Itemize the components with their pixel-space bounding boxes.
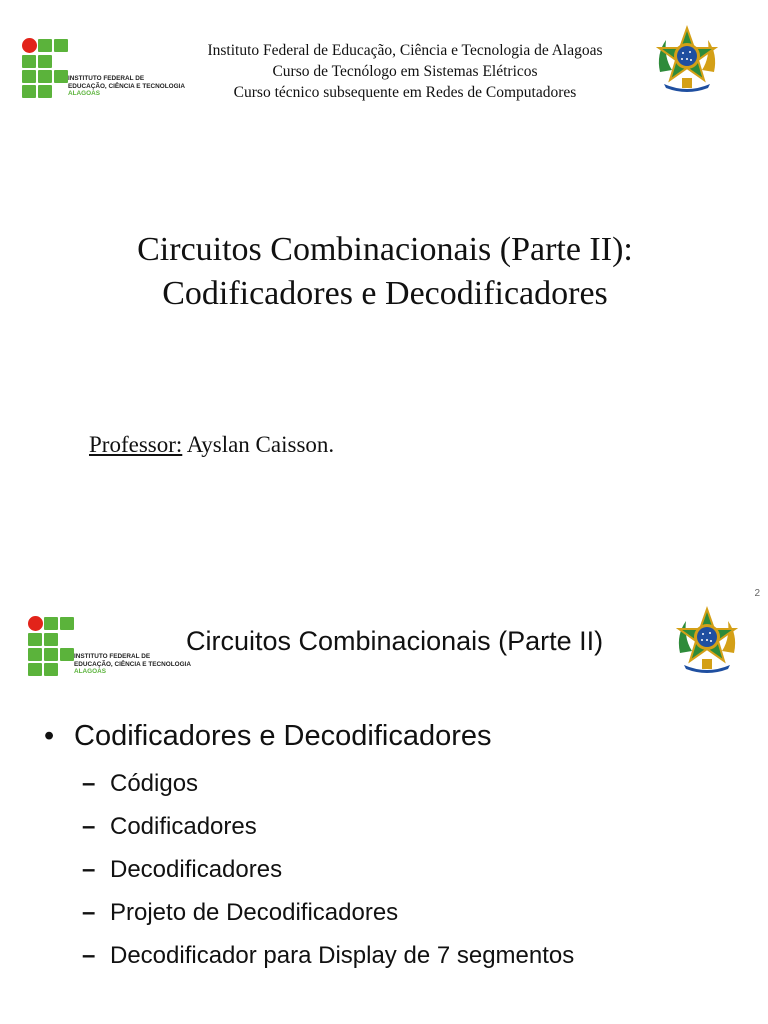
sub-item-projeto: [82, 891, 574, 934]
professor-label: Professor:: [89, 432, 183, 457]
professor-name: Ayslan Caisson.: [182, 432, 335, 457]
bullet-item: [44, 716, 574, 977]
sub-item-text: Projeto de Decodificadores: [110, 899, 399, 926]
sub-item-text: Códigos: [110, 770, 199, 797]
dash-mark: –: [82, 942, 96, 969]
page-number: 2: [754, 588, 760, 599]
logo-line-3: ALAGOAS: [74, 668, 106, 675]
sub-item-decodificadores: [82, 848, 574, 891]
sub-bullet-list: [82, 762, 574, 977]
logo-line-2: EDUCAÇÃO, CIÊNCIA E TECNOLOGIA: [74, 660, 191, 668]
header-line-institute: Instituto Federal de Educação, Ciência e Tecnologia de Alagoas: [207, 42, 603, 59]
brazil-coat-of-arms-icon: [652, 24, 722, 94]
logo-line-1: INSTITUTO FEDERAL DE: [74, 653, 151, 660]
dash-mark: –: [82, 770, 96, 797]
professor-line: [89, 432, 334, 458]
dash-mark: –: [82, 813, 96, 840]
bullet-mark: •: [44, 720, 55, 752]
logo-line-3: ALAGOAS: [68, 90, 100, 97]
sub-item-text: Decodificador para Display de 7 segmentos: [110, 942, 575, 969]
sub-item-codificadores: [82, 805, 574, 848]
institution-header: [180, 40, 630, 103]
if-logo-text: [68, 75, 185, 98]
bullet-list: [44, 716, 574, 977]
sub-item-text: Codificadores: [110, 813, 257, 840]
brazil-coat-of-arms-icon: [672, 604, 742, 676]
logo-line-2: EDUCAÇÃO, CIÊNCIA E TECNOLOGIA: [68, 82, 185, 90]
sub-item-text: Decodificadores: [110, 856, 283, 883]
slide-title: Circuitos Combinacionais (Parte II): [186, 626, 604, 656]
logo-line-1: INSTITUTO FEDERAL DE: [68, 75, 145, 82]
sub-item-display: [82, 934, 574, 977]
bullet-text: Codificadores e Decodificadores: [74, 720, 492, 752]
dash-mark: –: [82, 856, 96, 883]
title-line-2: Codificadores e Decodificadores: [162, 275, 608, 312]
presentation-title: [40, 228, 730, 316]
title-line-1: Circuitos Combinacionais (Parte II):: [137, 231, 633, 268]
header-line-subcourse: Curso técnico subsequente em Redes de Computadores: [233, 84, 577, 101]
content-slide: [0, 572, 768, 1024]
dash-mark: –: [82, 899, 96, 926]
if-logo-text: [74, 653, 191, 676]
header-line-course: Curso de Tecnólogo em Sistemas Elétricos: [272, 63, 538, 80]
sub-item-codigos: [82, 762, 574, 805]
